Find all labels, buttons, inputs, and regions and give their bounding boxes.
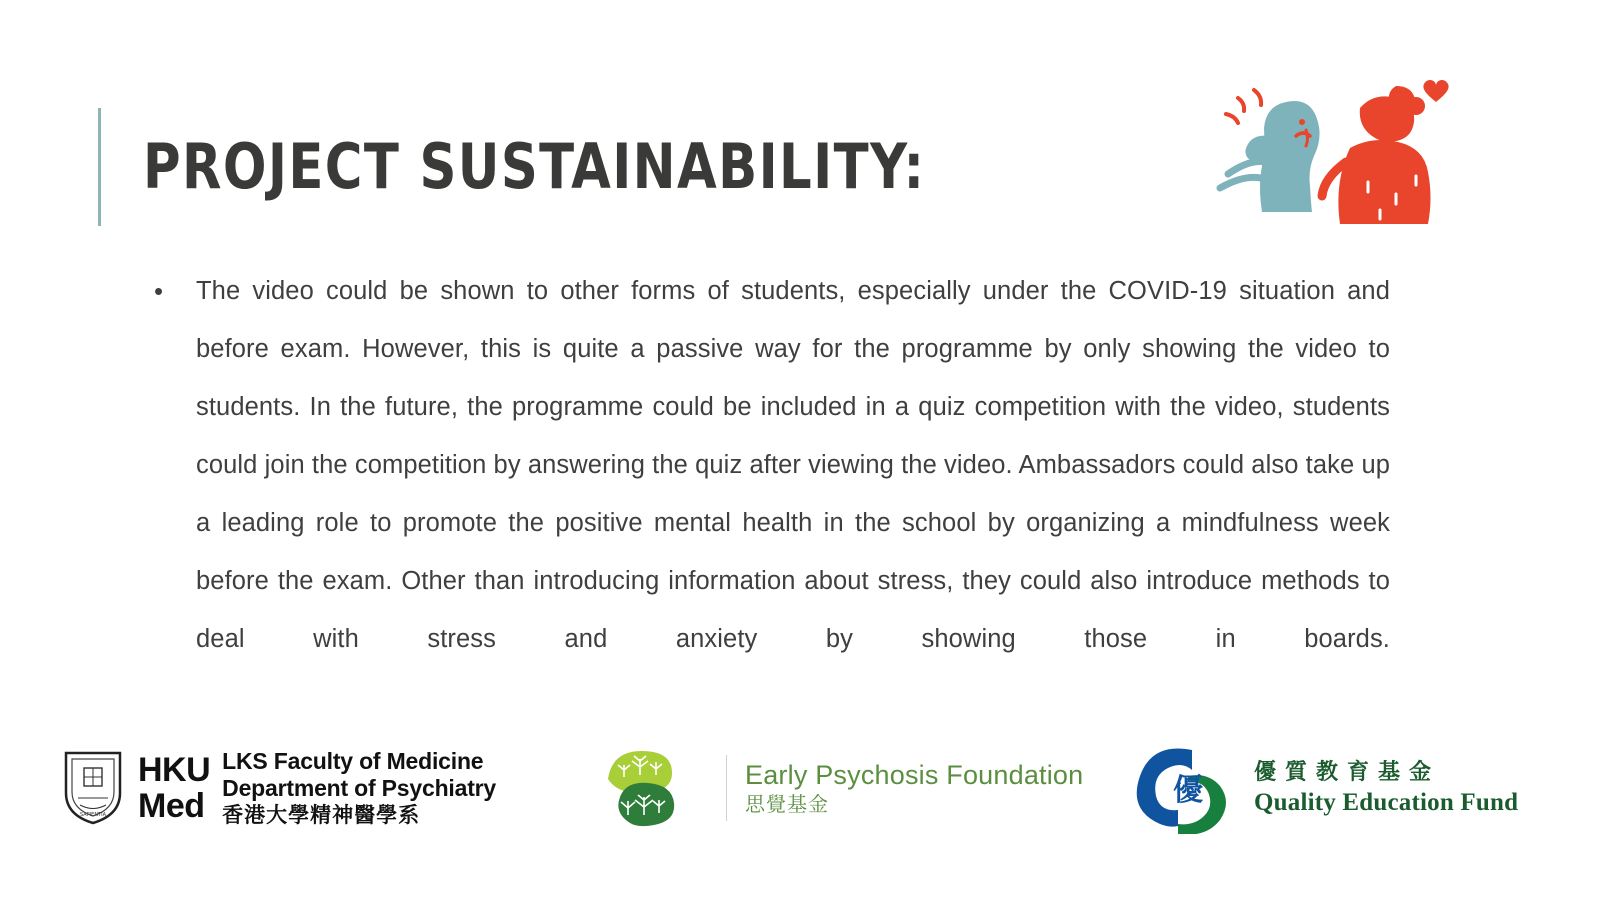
title-accent-rule [98, 108, 101, 226]
hku-dept-line2: Department of Psychiatry [222, 775, 497, 801]
svg-text:SAPIENTIA: SAPIENTIA [79, 812, 107, 818]
title-text: PROJECT SUSTAINABILITY: [143, 130, 926, 203]
bullet-text: The video could be shown to other forms of students, especially under the COVID-19 situation and before exam. However, this is quite a passive way for the programme by only showing the video to students. In the future, the programme could be included in a quiz competition with the video, students could join the competition by answering the quiz after viewing the video. Ambassadors could also take up a leading role to promote the positive mental health in the school by organizing a mindfulness week before the exam. Other than introducing information about stress, they could also introduce methods to deal with stress and anxiety by showing those in boards. [196, 277, 1391, 653]
hku-wordmark [138, 748, 496, 828]
early-psychosis-foundation-leaf-logo [600, 745, 708, 831]
hku-dept-line1: LKS Faculty of Medicine [222, 748, 484, 774]
list-item [140, 262, 1390, 726]
bullet-marker: • [154, 276, 164, 306]
logo-early-psychosis-foundation [600, 740, 1083, 836]
qef-name-chinese: 優質教育基金 [1254, 760, 1441, 785]
quality-education-fund-logo [1130, 742, 1238, 834]
logo-hku-med [62, 738, 496, 838]
two-people-comforting-illustration [1210, 70, 1470, 250]
footer-logos [0, 738, 1600, 848]
logo-divider [726, 755, 727, 821]
epf-name-english: Early Psychosis Foundation [745, 760, 1084, 790]
hku-brand-line2: Med [138, 787, 205, 825]
epf-name-chinese: 思覺基金 [745, 792, 829, 816]
hku-brand-line1: HKU [138, 751, 211, 789]
hku-dept-chinese: 香港大學精神醫學系 [222, 803, 421, 827]
page-title [98, 108, 994, 226]
qef-name-english: Quality Education Fund [1254, 789, 1519, 816]
logo-quality-education-fund [1130, 738, 1518, 838]
slide-body [140, 262, 1390, 726]
hku-crest-icon [62, 750, 124, 826]
svg-text:優: 優 [1173, 773, 1203, 808]
